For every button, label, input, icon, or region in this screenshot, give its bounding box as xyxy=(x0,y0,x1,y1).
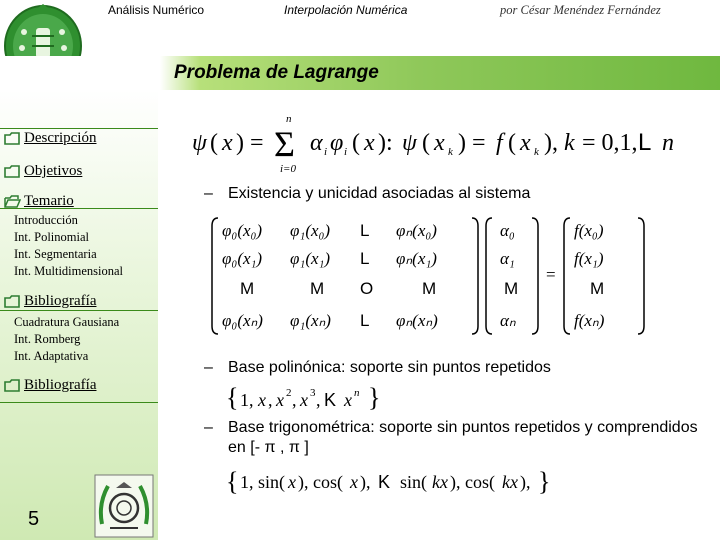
svg-text:),: ), xyxy=(544,130,558,156)
svg-text:ψ: ψ xyxy=(192,130,207,156)
svg-text:L: L xyxy=(360,249,370,268)
svg-text:f: f xyxy=(496,130,503,156)
svg-text:(: ( xyxy=(352,130,360,156)
course-title: Análisis Numérico xyxy=(108,3,205,17)
svg-text:αₙ: αₙ xyxy=(500,311,516,330)
sidebar-item-descripcion[interactable] xyxy=(4,130,96,147)
svg-text:i=0: i=0 xyxy=(280,163,296,174)
svg-text:(: ( xyxy=(508,130,516,156)
svg-text:f(x₀): f(x₀) xyxy=(574,221,604,240)
svg-text:x: x xyxy=(344,390,352,410)
svg-text:M: M xyxy=(240,279,255,298)
svg-text:(: ( xyxy=(210,130,218,156)
sidebar-divider xyxy=(0,128,158,129)
svg-text:α₀: α₀ xyxy=(500,221,515,240)
svg-text:φₙ(xₙ): φₙ(xₙ) xyxy=(396,311,438,330)
svg-text:{: { xyxy=(226,383,239,412)
svg-text:),: ), xyxy=(520,472,531,492)
sidebar-item-bibliografia[interactable] xyxy=(4,293,96,310)
svg-text:L: L xyxy=(638,129,652,156)
svg-text:),: ), xyxy=(360,472,371,492)
sidebar-subitem-segmentaria[interactable]: Int. Segmentaria xyxy=(14,247,97,261)
folder-icon xyxy=(4,379,21,392)
bullet-existencia xyxy=(204,184,708,204)
sidebar-item-label: Descripción xyxy=(24,130,97,146)
bullet-dash: – xyxy=(204,419,213,436)
svg-text:φ: φ xyxy=(330,130,344,156)
bullet-dash: – xyxy=(204,185,213,202)
sidebar-item-objetivos[interactable] xyxy=(4,163,82,180)
svg-text:K: K xyxy=(378,472,391,492)
svg-text:f(x₁): f(x₁) xyxy=(574,249,604,268)
svg-text:):: ): xyxy=(378,130,393,156)
svg-text:), cos(: ), cos( xyxy=(298,472,343,492)
sidebar-subitem-multidimensional[interactable]: Int. Multidimensional xyxy=(14,264,124,278)
bullet-base-trigonometrica xyxy=(204,418,708,458)
folder-open-icon xyxy=(4,195,21,208)
svg-text:α: α xyxy=(310,130,323,156)
svg-text:M: M xyxy=(310,279,325,298)
svg-text:n: n xyxy=(354,387,360,399)
svg-text:φₙ(x₁): φₙ(x₁) xyxy=(396,249,437,268)
bullet-dash: – xyxy=(204,359,213,376)
svg-text:x: x xyxy=(222,130,233,156)
svg-text:x: x xyxy=(258,390,266,410)
svg-text:kx: kx xyxy=(432,472,448,492)
svg-text:,: , xyxy=(316,390,321,410)
svg-text:x: x xyxy=(520,130,531,156)
svg-text:L: L xyxy=(360,311,370,330)
svg-text:φ₀(x₀): φ₀(x₀) xyxy=(222,221,263,240)
sidebar-subitem-polinomial[interactable]: Int. Polinomial xyxy=(14,230,89,244)
sidebar-subitem-adaptativa[interactable]: Int. Adaptativa xyxy=(14,349,89,363)
svg-text:3: 3 xyxy=(310,387,316,399)
svg-text:φₙ(x₀): φₙ(x₀) xyxy=(396,221,437,240)
svg-text:φ₀(x₁): φ₀(x₁) xyxy=(222,249,263,268)
svg-text:K: K xyxy=(324,390,337,410)
svg-text:M: M xyxy=(504,279,519,298)
folder-icon xyxy=(4,165,21,178)
svg-text:}: } xyxy=(538,467,551,496)
sidebar-item-bibliografia-2[interactable] xyxy=(4,377,96,394)
svg-text:M: M xyxy=(590,279,605,298)
sidebar-item-temario[interactable] xyxy=(4,193,74,210)
folder-icon xyxy=(4,295,21,308)
svg-text:x: x xyxy=(364,130,375,156)
svg-text:φ₁(x₁): φ₁(x₁) xyxy=(290,249,331,268)
lagrange-formula xyxy=(190,104,710,174)
bullet-text: Base trigonométrica: soporte sin puntos repetidos y comprendidos en [- π , π ] xyxy=(228,419,698,456)
svg-text:Σ: Σ xyxy=(274,124,295,164)
svg-text:φ₁(xₙ): φ₁(xₙ) xyxy=(290,311,331,330)
trigonometric-basis-formula xyxy=(226,464,586,500)
svg-text:α₁: α₁ xyxy=(500,249,515,268)
svg-text:,: , xyxy=(292,390,297,410)
svg-text:) =: ) = xyxy=(458,130,486,156)
bullet-base-polinomica xyxy=(204,358,708,378)
sidebar-item-label: Objetivos xyxy=(24,163,83,179)
svg-text:f(xₙ): f(xₙ) xyxy=(574,311,605,330)
folder-icon xyxy=(4,132,21,145)
bullet-text: Base polinónica: soporte sin puntos repetidos xyxy=(228,359,551,376)
svg-text:{: { xyxy=(226,467,239,496)
svg-text:M: M xyxy=(422,279,437,298)
bullet-text: Existencia y unicidad asociadas al sistema xyxy=(228,185,531,202)
svg-text:k: k xyxy=(564,130,575,156)
svg-text:sin(: sin( xyxy=(400,472,427,492)
svg-text:), cos(: ), cos( xyxy=(450,472,495,492)
svg-text:k: k xyxy=(448,146,453,158)
svg-text:x: x xyxy=(300,390,308,410)
svg-text:L: L xyxy=(360,221,370,240)
svg-text:O: O xyxy=(360,279,374,298)
svg-text:x: x xyxy=(350,472,358,492)
svg-text:i: i xyxy=(344,146,348,158)
svg-text:n: n xyxy=(662,130,674,156)
svg-text:n: n xyxy=(286,113,292,125)
svg-text:x: x xyxy=(288,472,296,492)
author-credit: por César Menéndez Fernández xyxy=(500,3,661,17)
svg-text:,: , xyxy=(268,390,273,410)
svg-text:kx: kx xyxy=(502,472,518,492)
svg-text:) =: ) = xyxy=(236,130,264,156)
svg-text:x: x xyxy=(276,390,284,410)
sidebar-divider xyxy=(0,310,158,311)
slide-content xyxy=(160,96,720,540)
svg-text:φ₀(xₙ): φ₀(xₙ) xyxy=(222,311,263,330)
svg-text:ψ: ψ xyxy=(402,130,417,156)
sidebar-item-label: Temario xyxy=(24,193,74,209)
sidebar-subitem-romberg[interactable]: Int. Romberg xyxy=(14,332,81,346)
svg-text:(: ( xyxy=(422,130,430,156)
school-emblem-icon xyxy=(94,474,154,538)
svg-text:x: x xyxy=(434,130,445,156)
svg-text:k: k xyxy=(534,146,539,158)
sidebar-item-label: Bibliografía xyxy=(24,377,97,393)
sidebar-item-label: Bibliografía xyxy=(24,293,97,309)
topic-title: Interpolación Numérica xyxy=(284,3,408,17)
svg-text:φ₁(x₀): φ₁(x₀) xyxy=(290,221,331,240)
svg-text:= 0,1,: = 0,1, xyxy=(582,130,638,156)
svg-text:2: 2 xyxy=(286,387,292,399)
svg-text:1, sin(: 1, sin( xyxy=(240,472,285,492)
svg-text:=: = xyxy=(546,265,556,284)
sidebar-subitem-cuadratura[interactable]: Cuadratura Gausiana xyxy=(14,315,120,329)
polynomial-basis-formula xyxy=(226,380,406,420)
slide-title: Problema de Lagrange xyxy=(174,62,379,83)
page-number: 5 xyxy=(28,508,40,530)
svg-text:i: i xyxy=(324,146,328,158)
svg-text:1,: 1, xyxy=(240,390,254,410)
sidebar-subitem-introduccion[interactable]: Introducción xyxy=(14,213,78,227)
sidebar-divider xyxy=(0,402,158,403)
svg-text:}: } xyxy=(368,383,381,412)
